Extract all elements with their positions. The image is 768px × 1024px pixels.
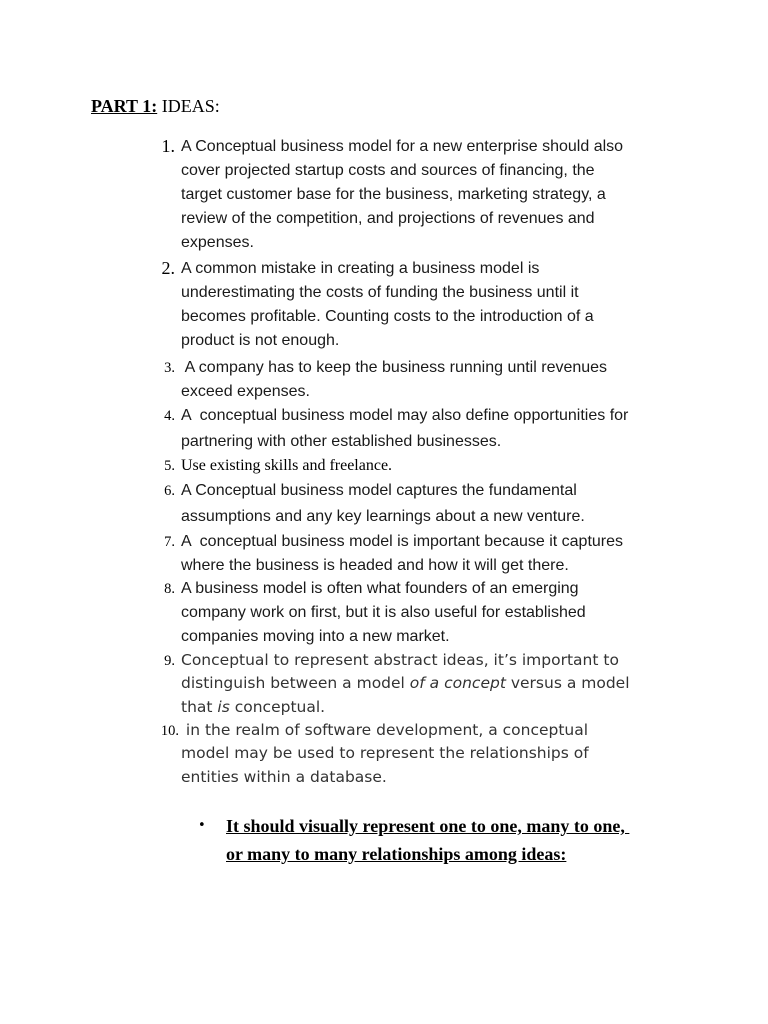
text-line: target customer base for the business, marketing strategy, a (181, 186, 606, 203)
list-number: 8. (164, 581, 175, 597)
text-fragment: versus a model (505, 674, 630, 693)
text-line: assumptions and any key learnings about a new venture. (181, 508, 585, 525)
text-line: Conceptual to represent abstract ideas, it’s important to (181, 651, 619, 669)
list-item-text (181, 356, 681, 404)
text-line: expenses. (181, 234, 254, 251)
text-line: A Conceptual business model for a new enterprise should also (181, 138, 624, 155)
text-line: Use existing skills and freelance. (181, 457, 393, 474)
section-heading-title: IDEAS: (157, 96, 220, 116)
list-number: 7. (164, 534, 175, 550)
text-line: A business model is often what founders of an emerging (181, 580, 579, 597)
list-item-text (181, 135, 681, 255)
text-line: A conceptual business model may also define opportunities for (181, 407, 629, 424)
text-line: entities within a database. (181, 767, 387, 786)
text-line: exceed expenses. (181, 383, 310, 400)
list-item-text (181, 719, 681, 789)
text-line: A conceptual business model is important because it captures (181, 533, 624, 550)
text-fragment: conceptual. (229, 697, 326, 716)
text-line: A Conceptual business model captures the fundamental (181, 482, 577, 499)
text-fragment: distinguish between a model (181, 674, 410, 693)
text-line: company work on first, but it is also useful for established (181, 604, 586, 621)
bullet-icon: • (198, 818, 206, 833)
text-line (181, 672, 681, 695)
list-item-text (181, 649, 681, 719)
list-item-text (181, 479, 681, 529)
list-number: 10. (160, 723, 179, 739)
list-number: 2. (161, 258, 175, 278)
text-line: A common mistake in creating a business model is (181, 260, 540, 277)
text-line: A company has to keep the business running until revenues (181, 359, 608, 376)
list-item-text (181, 257, 681, 353)
text-line: underestimating the costs of funding the business until it (181, 284, 579, 301)
text-line: partnering with other established businesses. (181, 433, 502, 450)
text-line: in the realm of software development, a conceptual (181, 721, 589, 739)
text-line: model may be used to represent the relationships of (181, 744, 589, 763)
text-line: review of the competition, and projections of revenues and (181, 210, 595, 227)
text-line: product is not enough. (181, 332, 340, 349)
section-heading-label: PART 1: (91, 96, 158, 116)
list-item-text (181, 577, 681, 649)
list-item-text (181, 530, 681, 578)
text-line: cover projected startup costs and sources of financing, the (181, 162, 595, 179)
emphasis-text: is (217, 697, 230, 716)
text-fragment: that (181, 697, 218, 716)
section-heading (91, 94, 220, 118)
list-number: 3. (164, 360, 175, 376)
list-item-text (181, 454, 681, 478)
text-line: or many to many relationships among ideas: (226, 844, 567, 864)
text-line: It should visually represent one to one, many to one, (226, 816, 630, 836)
list-number: 5. (164, 458, 175, 474)
list-number: 9. (164, 653, 175, 669)
text-line: where the business is headed and how it will get there. (181, 557, 569, 574)
list-number: 4. (164, 408, 175, 424)
list-number: 6. (164, 483, 175, 499)
text-line (181, 696, 681, 719)
emphasis-text: of a concept (409, 674, 506, 693)
text-line: companies moving into a new market. (181, 628, 450, 645)
list-number: 1. (161, 136, 175, 156)
bullet-text (226, 812, 696, 868)
list-item-text (181, 404, 681, 454)
text-line: becomes profitable. Counting costs to the introduction of a (181, 308, 594, 325)
